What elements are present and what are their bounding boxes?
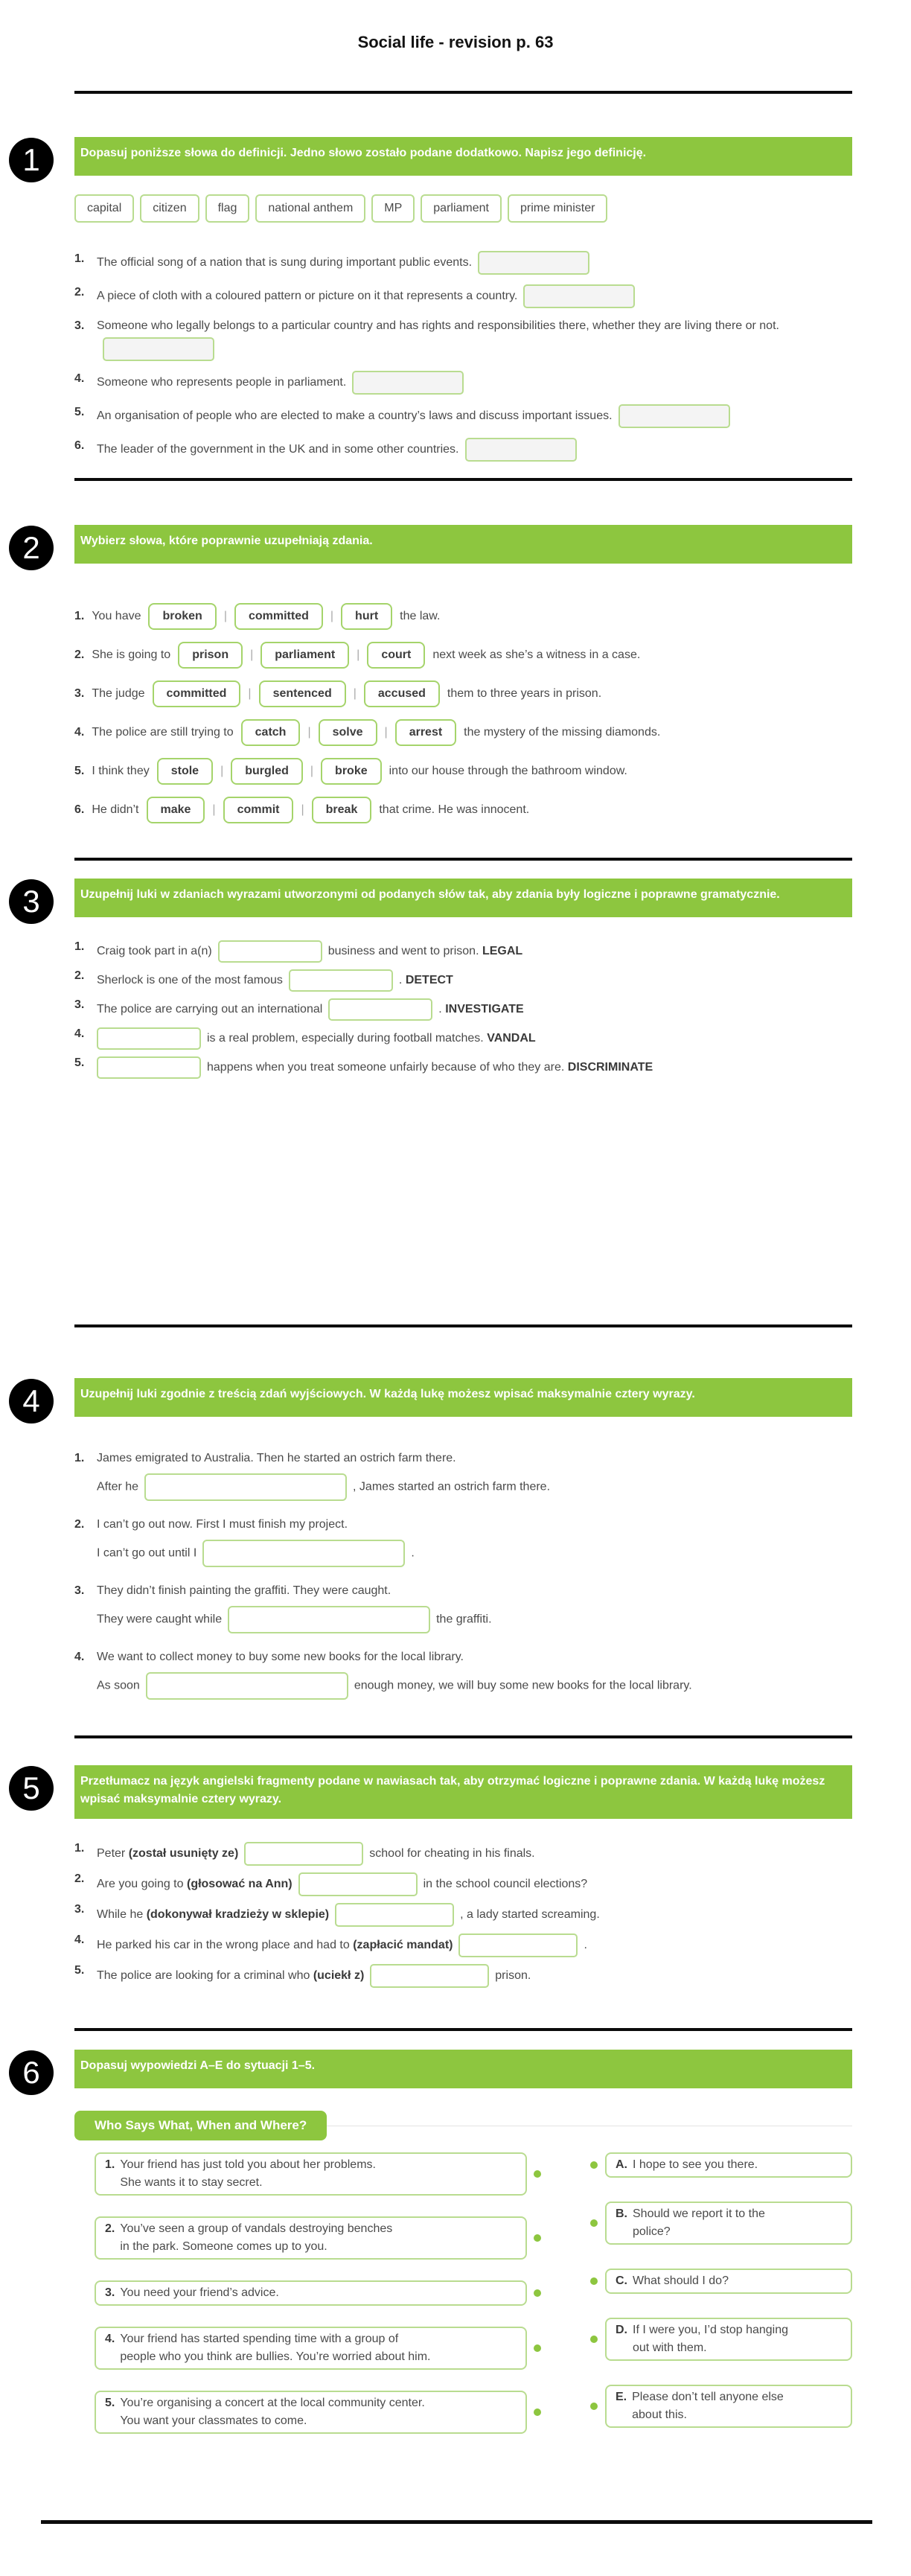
word-bank [74, 194, 852, 223]
sentence-pre: He didn’t [92, 803, 139, 816]
answer-input[interactable] [289, 969, 393, 992]
item-number: 3. [74, 998, 85, 1011]
sentence-pre: I can’t go out until I [97, 1546, 197, 1560]
sentence-post: the law. [400, 610, 441, 622]
choice-sentence [74, 758, 852, 785]
match-dot[interactable] [534, 2344, 541, 2352]
match-dot[interactable] [590, 2403, 598, 2410]
item-number: 5. [74, 765, 85, 777]
option-chip[interactable]: court [367, 642, 425, 669]
exercise-instruction: Dopasuj poniższe słowa do definicji. Jedno słowo zostało podane dodatkowo. Napisz jego definicję. [74, 137, 852, 176]
sentence-pre: The judge [92, 687, 145, 700]
situation-line: Your friend has just told you about her problems. [120, 2158, 376, 2171]
choice-sentence [74, 603, 852, 630]
option-separator: | [223, 610, 227, 622]
option-separator: | [330, 610, 334, 622]
answer-input[interactable] [103, 337, 214, 361]
gap-sentence [74, 939, 852, 964]
option-separator: | [220, 765, 224, 777]
item-letter: C. [616, 2274, 627, 2287]
item-number: 4. [74, 726, 85, 739]
sentence-pre: Craig took part in a(n) [97, 945, 212, 958]
polish-fragment: (uciekł z) [313, 1969, 365, 1983]
item-number: 3. [74, 1903, 85, 1916]
situation-box[interactable] [95, 2280, 527, 2306]
item-number: 1. [74, 252, 85, 265]
sentence-pre: Peter [97, 1847, 126, 1861]
page-title: Social life - revision p. 63 [357, 33, 554, 51]
source-sentence: We want to collect money to buy some new books for the local library. [97, 1651, 464, 1663]
translation-item [74, 1963, 852, 1989]
definition-text: Someone who represents people in parliament. [97, 376, 347, 389]
response-box[interactable] [605, 2269, 852, 2294]
gap-sentence [74, 1026, 852, 1051]
option-chip[interactable]: burgled [231, 758, 303, 785]
sentence-post: prison. [495, 1969, 531, 1983]
option-chip[interactable]: sentenced [259, 680, 346, 707]
answer-input[interactable] [465, 438, 577, 462]
exercise-instruction: Dopasuj wypowiedzi A–E do sytuacji 1–5. [74, 2050, 852, 2088]
response-line: out with them. [633, 2341, 707, 2354]
match-dot[interactable] [590, 2336, 598, 2343]
definition-text: Someone who legally belongs to a particular country and has rights and responsibilities there, whether they are living there or not. [97, 319, 779, 332]
situation-line: She wants it to stay secret. [120, 2176, 263, 2189]
definition-text: The leader of the government in the UK and in some other countries. [97, 443, 459, 456]
item-number: 6. [74, 439, 85, 452]
situation-row [95, 2280, 541, 2306]
translation-item [74, 1871, 852, 1898]
exercise-instruction: Wybierz słowa, które poprawnie uzupełniają zdania. [74, 525, 852, 564]
item-number: 6. [74, 803, 85, 816]
option-chip[interactable]: arrest [395, 719, 456, 746]
transformation-item [74, 1582, 852, 1635]
sentence-post: , a lady started screaming. [460, 1908, 600, 1922]
word-chip[interactable]: parliament [421, 194, 502, 223]
worksheet-content [22, 91, 852, 2455]
transformation-list [74, 1450, 852, 1701]
option-chip[interactable]: solve [319, 719, 377, 746]
response-line: about this. [632, 2408, 687, 2421]
sentence-post: that crime. He was innocent. [379, 803, 530, 816]
situation-box[interactable] [95, 2152, 527, 2196]
translation-item [74, 1932, 852, 1959]
item-number: 1. [74, 940, 85, 953]
answer-input[interactable] [202, 1540, 405, 1567]
translation-item [74, 1840, 852, 1867]
response-line: I hope to see you there. [633, 2158, 758, 2171]
definition-text: A piece of cloth with a coloured pattern or picture on it that represents a country. [97, 290, 518, 303]
sentence-post: happens when you treat someone unfairly because of who they are. [207, 1061, 565, 1074]
option-separator: | [357, 648, 360, 661]
answer-input[interactable] [228, 1606, 430, 1633]
response-row [590, 2385, 852, 2428]
definition-item [74, 283, 852, 310]
item-number: 3. [105, 2286, 115, 2299]
polish-fragment: (dokonywał kradzieży w sklepie) [146, 1908, 330, 1922]
exercise-6 [22, 2050, 852, 2455]
item-number: 3. [74, 1584, 85, 1597]
definition-list [74, 249, 852, 463]
source-sentence: I can’t go out now. First I must finish my project. [97, 1518, 348, 1531]
response-row [590, 2269, 852, 2294]
sentence-post: business and went to prison. [327, 945, 479, 958]
answer-input[interactable] [328, 998, 432, 1021]
polish-fragment: (głosować na Ann) [186, 1878, 293, 1891]
base-word: LEGAL [482, 945, 523, 958]
choice-sentence-list [74, 603, 852, 823]
item-number: 5. [74, 1056, 85, 1069]
section-divider [74, 2028, 852, 2031]
polish-fragment: (zapłacić mandat) [353, 1939, 453, 1952]
answer-input[interactable] [97, 1056, 201, 1079]
sentence-post: . [438, 1003, 442, 1016]
response-row [590, 2152, 852, 2178]
option-separator: | [250, 648, 254, 661]
situation-line: You’re organising a concert at the local community center. [120, 2397, 425, 2409]
definition-text: An organisation of people who are elected to make a country’s laws and discuss important issues. [97, 409, 613, 423]
item-number: 1. [74, 1842, 85, 1855]
item-number: 5. [74, 1964, 85, 1977]
answer-input[interactable] [218, 940, 322, 963]
match-dot[interactable] [534, 2234, 541, 2242]
definition-item [74, 316, 852, 363]
option-chip[interactable]: broke [321, 758, 382, 785]
item-number: 2. [74, 969, 85, 982]
choice-sentence [74, 719, 852, 746]
response-box[interactable] [605, 2152, 852, 2178]
option-separator: | [307, 726, 311, 739]
item-letter: E. [616, 2391, 627, 2403]
section-divider [74, 91, 852, 94]
sentence-pre: I think they [92, 765, 150, 777]
response-row [590, 2202, 852, 2245]
match-dot[interactable] [590, 2161, 598, 2169]
word-chip[interactable]: national anthem [255, 194, 365, 223]
situation-box[interactable] [95, 2216, 527, 2260]
section-divider [74, 1735, 852, 1738]
item-number: 4. [74, 1933, 85, 1946]
sentence-pre: Sherlock is one of the most famous [97, 974, 283, 987]
exercise-instruction: Przetłumacz na język angielski fragmenty podane w nawiasach tak, aby otrzymać logiczne i poprawne zdania. W każdą lukę możesz wpisać maksymalnie cztery wyrazy. [74, 1765, 852, 1819]
situation-row [95, 2152, 541, 2196]
translation-list [74, 1840, 852, 1989]
item-number: 4. [74, 1027, 85, 1040]
responses-column [590, 2152, 852, 2455]
response-box[interactable] [605, 2202, 852, 2245]
base-word: VANDAL [487, 1032, 536, 1045]
option-separator: | [212, 803, 216, 816]
exercise-3 [22, 879, 852, 1080]
sentence-post: next week as she’s a witness in a case. [432, 648, 641, 661]
sentence-post: . [411, 1546, 415, 1560]
sentence-post: the mystery of the missing diamonds. [464, 726, 661, 739]
exercise-number-badge: 5 [9, 1766, 54, 1811]
subsection-header [74, 2111, 852, 2140]
option-chip[interactable]: commit [223, 797, 294, 823]
transformation-item [74, 1450, 852, 1502]
sentence-post: into our house through the bathroom window. [389, 765, 627, 777]
source-sentence: They didn’t finish painting the graffiti. They were caught. [97, 1584, 391, 1597]
response-line: Should we report it to the [633, 2207, 765, 2220]
polish-fragment: (został usunięty ze) [128, 1847, 239, 1861]
section-divider [74, 1324, 852, 1327]
situation-line: You’ve seen a group of vandals destroying benches [120, 2222, 393, 2235]
exercise-5 [22, 1765, 852, 1989]
base-word: INVESTIGATE [445, 1003, 524, 1016]
page-end-divider [41, 2520, 872, 2524]
exercise-number-badge: 1 [9, 138, 54, 182]
option-separator: | [248, 687, 252, 700]
option-separator: | [353, 687, 357, 700]
situation-line: Your friend has started spending time with a group of [120, 2333, 399, 2345]
answer-input[interactable] [618, 404, 730, 428]
choice-sentence [74, 680, 852, 707]
sentence-pre: The police are still trying to [92, 726, 234, 739]
option-chip[interactable]: stole [157, 758, 213, 785]
definition-item [74, 249, 852, 276]
item-number: 1. [105, 2158, 115, 2171]
choice-sentence [74, 642, 852, 669]
response-line: police? [633, 2225, 671, 2238]
item-number: 2. [105, 2222, 115, 2235]
sentence-pre: You have [92, 610, 141, 622]
option-separator: | [301, 803, 304, 816]
translation-item [74, 1901, 852, 1928]
sentence-pre: As soon [97, 1679, 140, 1692]
response-box[interactable] [605, 2318, 852, 2361]
exercise-instruction: Uzupełnij luki w zdaniach wyrazami utworzonymi od podanych słów tak, aby zdania były logiczne i poprawne gramatycznie. [74, 879, 852, 917]
option-chip[interactable]: hurt [341, 603, 392, 630]
word-chip[interactable]: prime minister [508, 194, 607, 223]
situation-row [95, 2216, 541, 2260]
sentence-post: , James started an ostrich farm there. [353, 1480, 551, 1493]
situation-box[interactable] [95, 2327, 527, 2370]
item-number: 3. [74, 687, 85, 700]
sentence-post: is a real problem, especially during football matches. [207, 1032, 484, 1045]
transformation-item [74, 1648, 852, 1701]
option-chip[interactable]: prison [178, 642, 243, 669]
sentence-post: the graffiti. [436, 1613, 492, 1626]
sentence-post: school for cheating in his finals. [369, 1847, 535, 1861]
item-number: 2. [74, 1518, 85, 1531]
match-dot[interactable] [534, 2408, 541, 2416]
exercise-number-badge: 4 [9, 1379, 54, 1424]
answer-input[interactable] [478, 251, 589, 275]
match-dot[interactable] [590, 2277, 598, 2285]
matching-area [74, 2152, 852, 2455]
section-divider [74, 478, 852, 481]
response-box[interactable] [605, 2385, 852, 2428]
exercise-number-badge: 6 [9, 2050, 54, 2095]
exercise-2 [22, 525, 852, 823]
sentence-post: them to three years in prison. [447, 687, 602, 700]
transformation-item [74, 1516, 852, 1569]
answer-input[interactable] [370, 1964, 489, 1988]
word-chip[interactable]: citizen [140, 194, 199, 223]
sentence-pre: He parked his car in the wrong place and had to [97, 1939, 350, 1952]
answer-input[interactable] [144, 1473, 347, 1501]
option-chip[interactable]: break [312, 797, 372, 823]
definition-text: The official song of a nation that is sung during important public events. [97, 256, 473, 270]
option-separator: | [384, 726, 388, 739]
response-line: If I were you, I’d stop hanging [633, 2324, 789, 2336]
match-dot[interactable] [534, 2170, 541, 2178]
option-chip[interactable]: committed [234, 603, 323, 630]
sentence-pre: After he [97, 1480, 139, 1493]
answer-input[interactable] [352, 371, 464, 395]
option-chip[interactable]: make [147, 797, 205, 823]
match-dot[interactable] [590, 2219, 598, 2227]
situation-line: You want your classmates to come. [120, 2414, 307, 2427]
answer-input[interactable] [146, 1672, 348, 1700]
situation-row [95, 2391, 541, 2434]
situation-line: You need your friend’s advice. [120, 2286, 279, 2299]
situation-box[interactable] [95, 2391, 527, 2434]
subsection-tab: Who Says What, When and Where? [74, 2111, 327, 2140]
answer-input[interactable] [335, 1903, 454, 1927]
item-number: 4. [74, 1651, 85, 1663]
option-chip[interactable]: accused [364, 680, 440, 707]
word-formation-list [74, 939, 852, 1080]
item-number: 4. [74, 372, 85, 385]
item-number: 2. [74, 648, 85, 661]
definition-item [74, 369, 852, 396]
item-letter: B. [616, 2207, 627, 2220]
sentence-pre: She is going to [92, 648, 171, 661]
gap-sentence [74, 1055, 852, 1080]
answer-input[interactable] [298, 1872, 418, 1896]
word-chip[interactable]: MP [371, 194, 415, 223]
item-number: 2. [74, 1872, 85, 1885]
base-word: DISCRIMINATE [567, 1061, 653, 1074]
option-chip[interactable]: committed [153, 680, 241, 707]
choice-sentence [74, 797, 852, 823]
answer-input[interactable] [458, 1933, 578, 1957]
situations-column [95, 2152, 541, 2455]
item-letter: D. [616, 2324, 627, 2336]
option-separator: | [310, 765, 314, 777]
sentence-post: in the school council elections? [423, 1878, 588, 1891]
response-line: What should I do? [633, 2274, 729, 2287]
exercise-4 [22, 1378, 852, 1701]
definition-item [74, 436, 852, 463]
sentence-pre: The police are looking for a criminal who [97, 1969, 310, 1983]
answer-input[interactable] [244, 1842, 363, 1866]
definition-item [74, 403, 852, 430]
match-dot[interactable] [534, 2289, 541, 2297]
exercise-instruction: Uzupełnij luki zgodnie z treścią zdań wyjściowych. W każdą lukę możesz wpisać maksymalnie cztery wyrazy. [74, 1378, 852, 1417]
word-chip[interactable]: flag [205, 194, 250, 223]
base-word: DETECT [405, 974, 453, 987]
sentence-post: . [398, 974, 403, 987]
option-chip[interactable]: catch [241, 719, 301, 746]
exercise-number-badge: 3 [9, 879, 54, 924]
item-number: 5. [105, 2397, 115, 2409]
sentence-pre: The police are carrying out an international [97, 1003, 323, 1016]
item-number: 1. [74, 1452, 85, 1464]
answer-input[interactable] [523, 284, 635, 308]
situation-row [95, 2327, 541, 2370]
option-chip[interactable]: parliament [260, 642, 349, 669]
answer-input[interactable] [97, 1027, 201, 1050]
sentence-pre: They were caught while [97, 1613, 223, 1626]
item-letter: A. [616, 2158, 627, 2171]
gap-sentence [74, 997, 852, 1022]
gap-sentence [74, 968, 852, 993]
situation-line: people who you think are bullies. You’re worried about him. [120, 2350, 431, 2363]
response-row [590, 2318, 852, 2361]
sentence-pre: While he [97, 1908, 144, 1922]
situation-line: in the park. Someone comes up to you. [120, 2240, 327, 2253]
item-number: 1. [74, 610, 85, 622]
item-number: 2. [74, 286, 85, 299]
exercise-1 [22, 137, 852, 463]
sentence-post: enough money, we will buy some new books for the local library. [354, 1679, 692, 1692]
item-number: 4. [105, 2333, 115, 2345]
exercise-number-badge: 2 [9, 526, 54, 570]
response-line: Please don’t tell anyone else [632, 2391, 784, 2403]
sentence-post: . [584, 1939, 587, 1952]
item-number: 5. [74, 406, 85, 418]
option-chip[interactable]: broken [148, 603, 216, 630]
item-number: 3. [74, 319, 85, 332]
section-divider [74, 858, 852, 861]
sentence-pre: Are you going to [97, 1878, 184, 1891]
word-chip[interactable]: capital [74, 194, 134, 223]
source-sentence: James emigrated to Australia. Then he started an ostrich farm there. [97, 1452, 456, 1464]
